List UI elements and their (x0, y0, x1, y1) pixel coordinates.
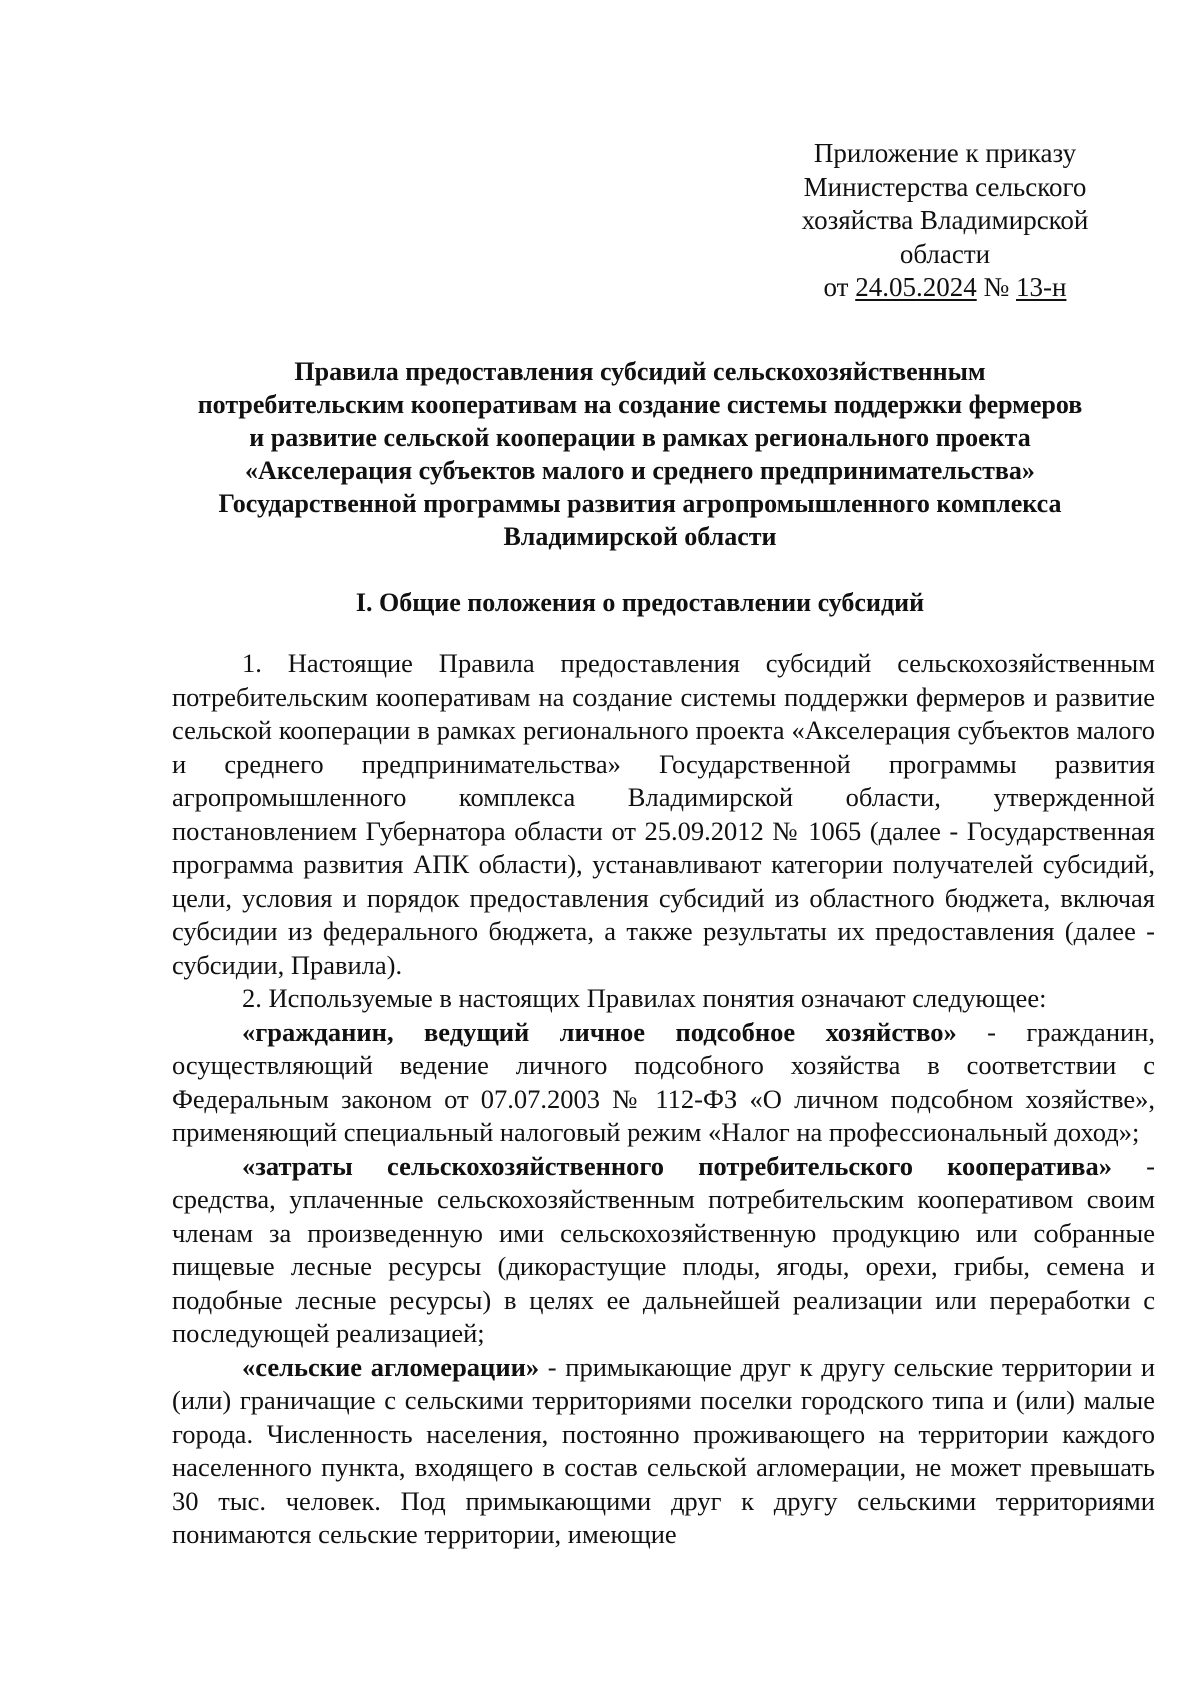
definition-text: - примыкающие друг к другу сельские территории и (или) граничащие с сельскими территориями поселки городского типа и (или) малые города. Численность населения, постоянно проживающего на территории каждого населенного пункта, входящего в состав сельской агломерации, не может превышать 30 тыс. человек. Под примыкающими друг к другу сельскими территориями понимаются сельские территории, имеющие (172, 1351, 1156, 1549)
definition-text: - средства, уплаченные сельскохозяйственным потребительским кооперативом своим членам за произведенную ими сельскохозяйственную продукцию или собранные пищевые лесные ресурсы (дикорастущие плоды, ягоды, орехи, грибы, семена и подобные лесные ресурсы) в целях ее дальнейшей реализации или переработки с последующей реализацией; (172, 1150, 1155, 1348)
definition-term: «гражданин, ведущий личное подсобное хозяйство» (242, 1016, 957, 1047)
section-heading: I. Общие положения о предоставлении субсидий (355, 588, 925, 617)
appendix-block (780, 137, 1110, 305)
definition-term: «затраты сельскохозяйственного потребительского кооператива» (242, 1150, 1112, 1181)
appendix-date: 24.05.2024 (855, 272, 977, 302)
title-line: Правила предоставления субсидий сельскохозяйственным (294, 357, 986, 386)
appendix-date-line (780, 271, 1110, 305)
appendix-line: Приложение к приказу (813, 138, 1077, 168)
title-line: Государственной программы развития агропромышленного комплекса (218, 489, 1062, 518)
title-line: Владимирской области (503, 522, 777, 551)
title-line: потребительским кооперативам на создание системы поддержки фермеров (197, 390, 1083, 419)
title-line: «Акселерация субъектов малого и среднего предпринимательства» (245, 456, 1035, 485)
appendix-line: области (899, 238, 991, 269)
paragraph-1: 1. Настоящие Правила предоставления субсидий сельскохозяйственным потребительским кооперативам на создание системы поддержки фермеров и развитие сельской кооперации в рамках регионального проекта «Акселерация субъектов малого и среднего предпринимательства» Государственной программы развития агропромышленного комплекса Владимирской области, утвержденной постановлением Губернатора области от 25.09.2012 № 1065 (далее - Государственная программа развития АПК области), устанавливают категории получателей субсидий, цели, условия и порядок предоставления субсидий из областного бюджета, включая субсидии из федерального бюджета, а также результаты их предоставления (далее - субсидии, Правила). (172, 648, 1155, 980)
document-title (150, 355, 1130, 553)
title-line: и развитие сельской кооперации в рамках регионального проекта (249, 423, 1031, 452)
appendix-date-prefix: от (823, 272, 856, 302)
document-body (172, 647, 1155, 1552)
paragraph-2: 2. Используемые в настоящих Правилах понятия означают следующее: (242, 983, 1047, 1013)
definition-paragraph (172, 1016, 1155, 1150)
definition-paragraph (172, 1150, 1155, 1351)
definition-text: - гражданин, осуществляющий ведение личного подсобного хозяйства в соответствии с Федеральным законом от 07.07.2003 № 112-ФЗ «О личном подсобном хозяйстве», применяющий специальный налоговый режим «Налог на профессиональный доход»; (172, 1016, 1155, 1147)
appendix-line: хозяйства Владимирской (801, 205, 1089, 235)
appendix-number-sign: № (976, 272, 1016, 302)
appendix-number: 13-н (1016, 272, 1067, 302)
appendix-line: Министерства сельского (803, 171, 1087, 202)
definition-term: «сельские агломерации» (242, 1351, 540, 1382)
definition-paragraph (172, 1351, 1155, 1552)
